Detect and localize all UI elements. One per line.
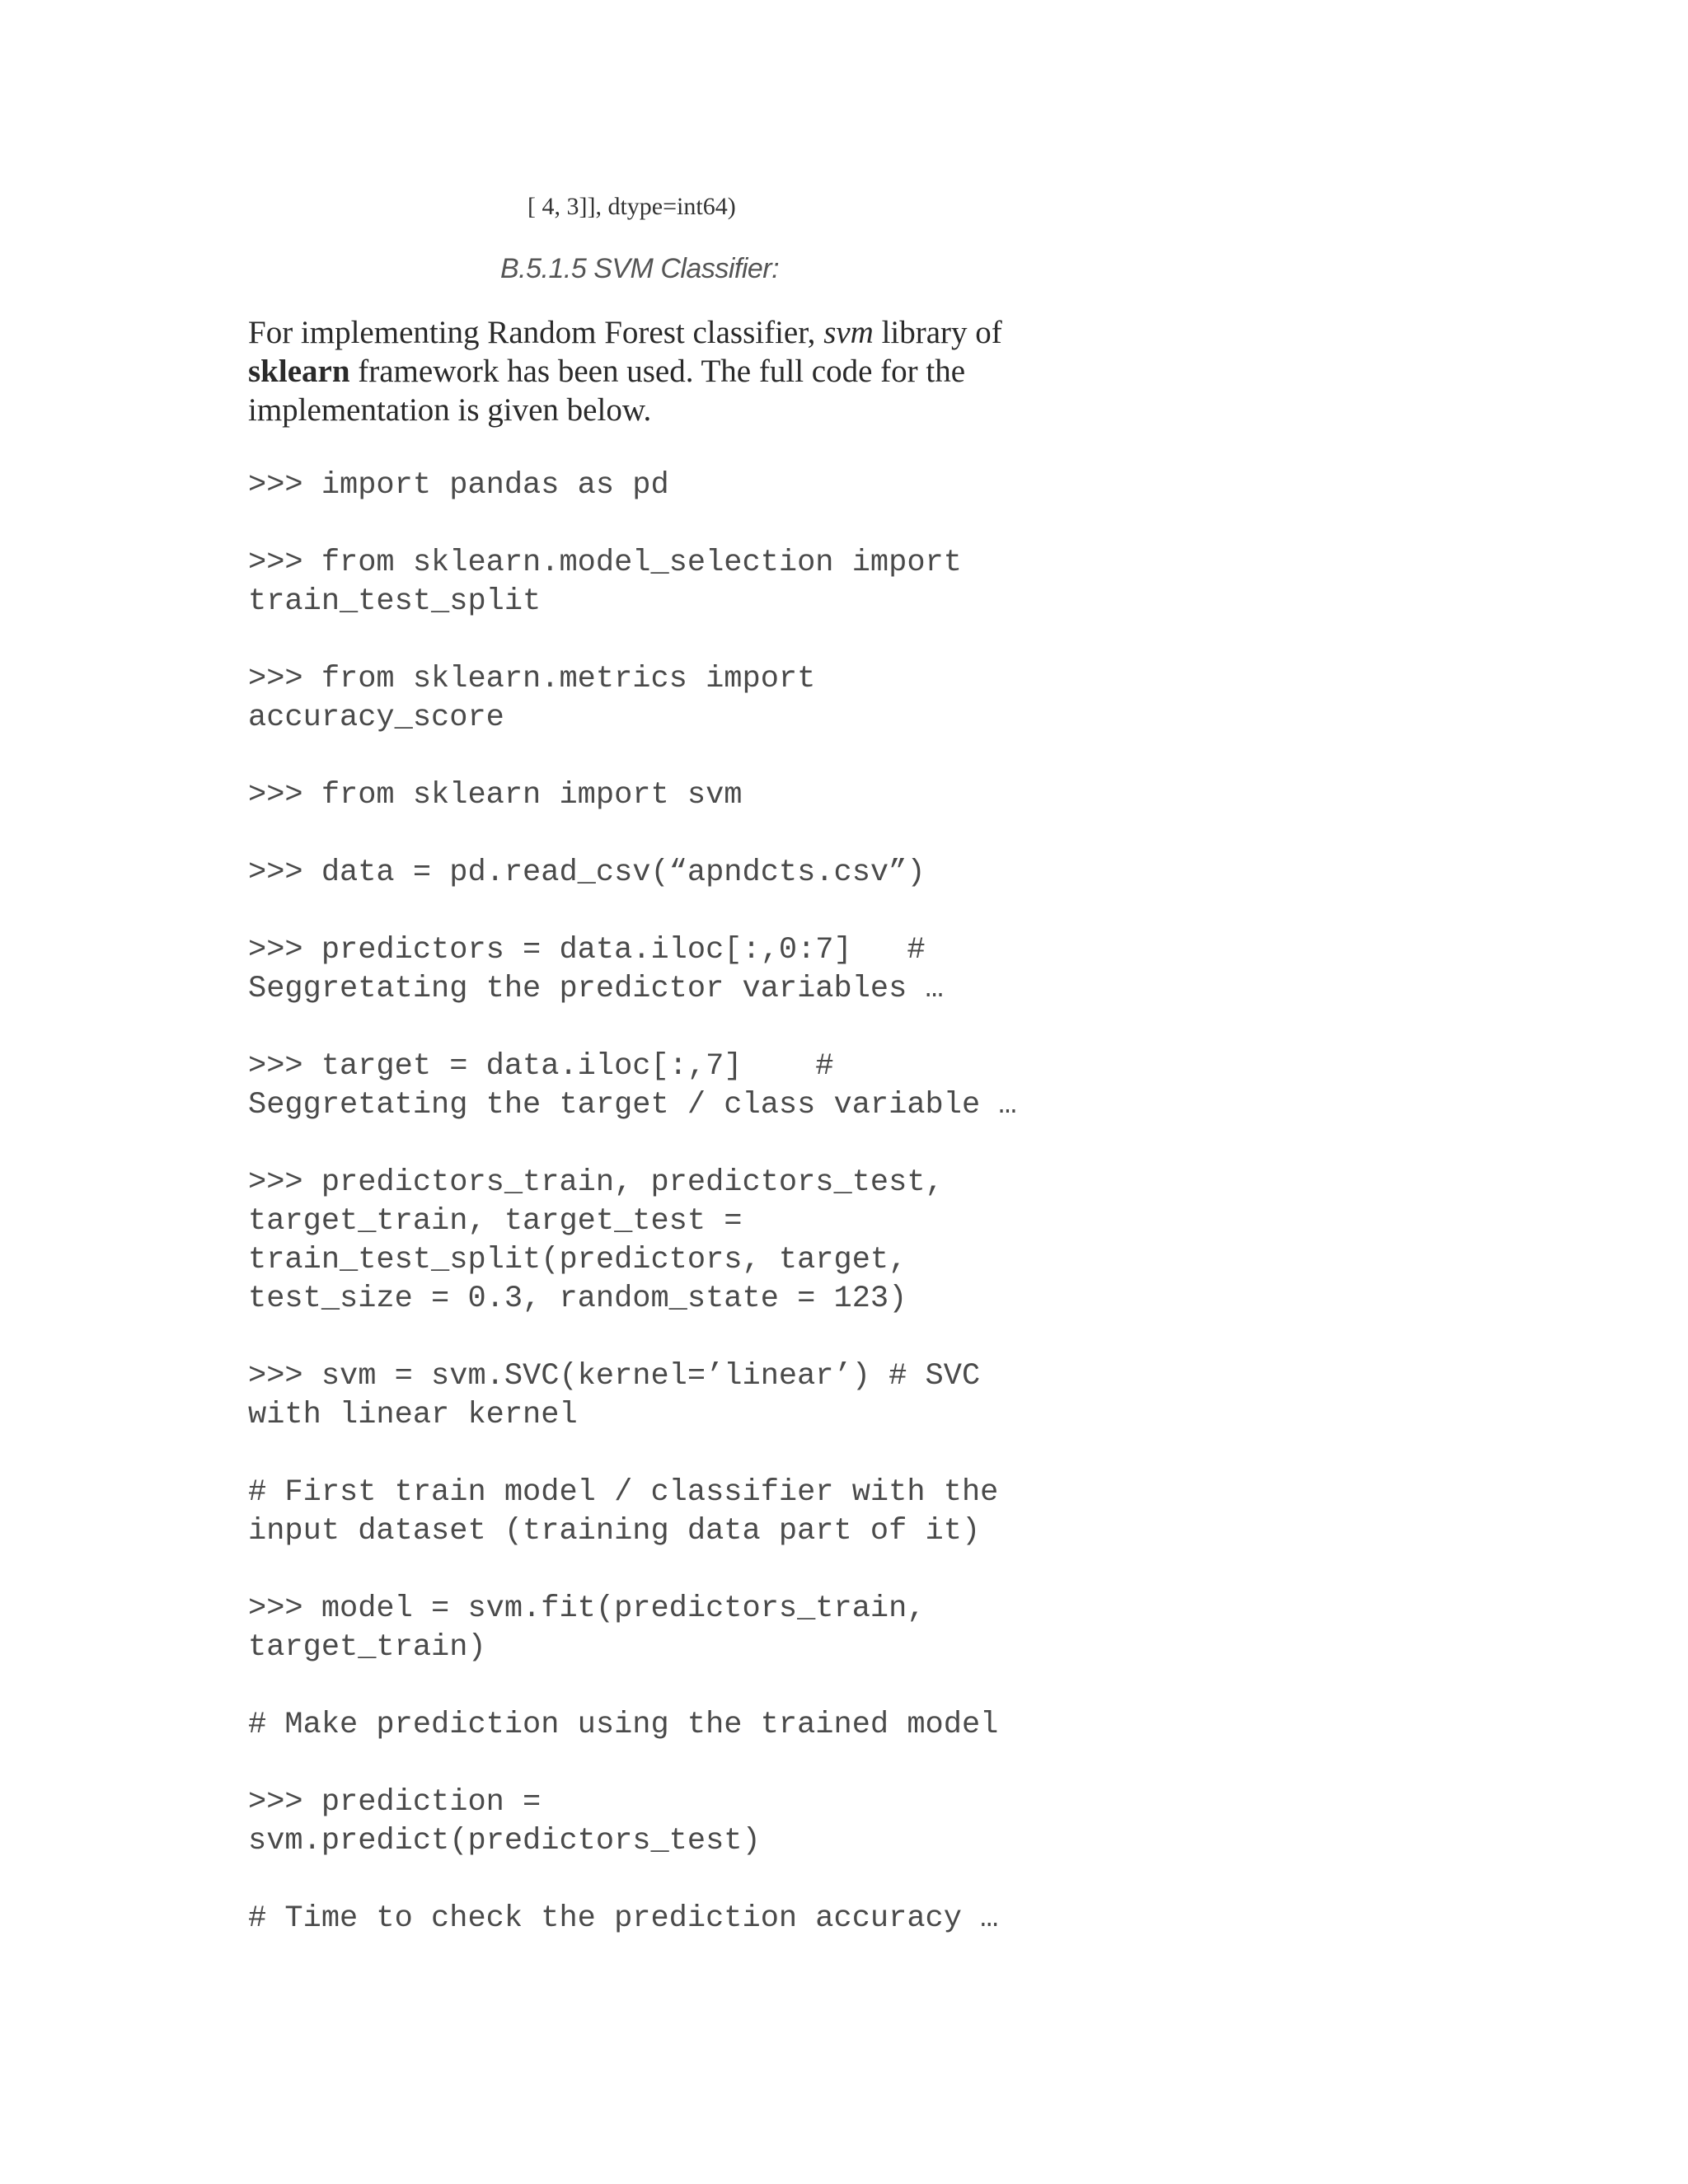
- intro-italic-svm: svm: [823, 315, 874, 350]
- code-fragment-line: [ 4, 3]], dtype=int64): [528, 193, 736, 220]
- code-block: >>> from sklearn import svm: [248, 778, 743, 813]
- code-block: >>> from sklearn.model_selection import train_test_split: [248, 546, 962, 619]
- code-block: >>> predictors_train, predictors_test, target_train, target_test = train_test_split(predictors, target, test_size = 0.3, random_state = 123): [248, 1165, 944, 1316]
- code-block: # First train model / classifier with the input dataset (training data part of it): [248, 1475, 999, 1549]
- code-block: >>> from sklearn.metrics import accuracy_score: [248, 662, 816, 735]
- code-block: >>> model = svm.fit(predictors_train, target_train): [248, 1591, 926, 1665]
- code-block: >>> predictors = data.iloc[:,0:7] # Seggretating the predictor variables …: [248, 933, 944, 1006]
- code-block: # Time to check the prediction accuracy …: [248, 1901, 999, 1936]
- code-block: >>> prediction = svm.predict(predictors_test): [248, 1785, 761, 1858]
- intro-bold-sklearn: sklearn: [248, 354, 350, 389]
- code-block: >>> import pandas as pd: [248, 468, 669, 503]
- code-block: >>> target = data.iloc[:,7] # Seggretating the target / class variable …: [248, 1049, 1017, 1122]
- code-block: # Make prediction using the trained model: [248, 1708, 999, 1742]
- intro-text-3: framework has been used. The full code for the implementation is given below.: [248, 354, 966, 428]
- code-block: >>> data = pd.read_csv(“apndcts.csv”): [248, 855, 926, 890]
- intro-text-1: For implementing Random Forest classifier,: [248, 315, 824, 350]
- intro-text-2: library of: [873, 315, 1002, 350]
- section-heading: B.5.1.5 SVM Classifier:: [500, 253, 780, 284]
- code-block: >>> svm = svm.SVC(kernel=’linear’) # SVC with linear kernel: [248, 1359, 981, 1432]
- code-listing: [248, 466, 1072, 1977]
- intro-paragraph: [248, 313, 1039, 429]
